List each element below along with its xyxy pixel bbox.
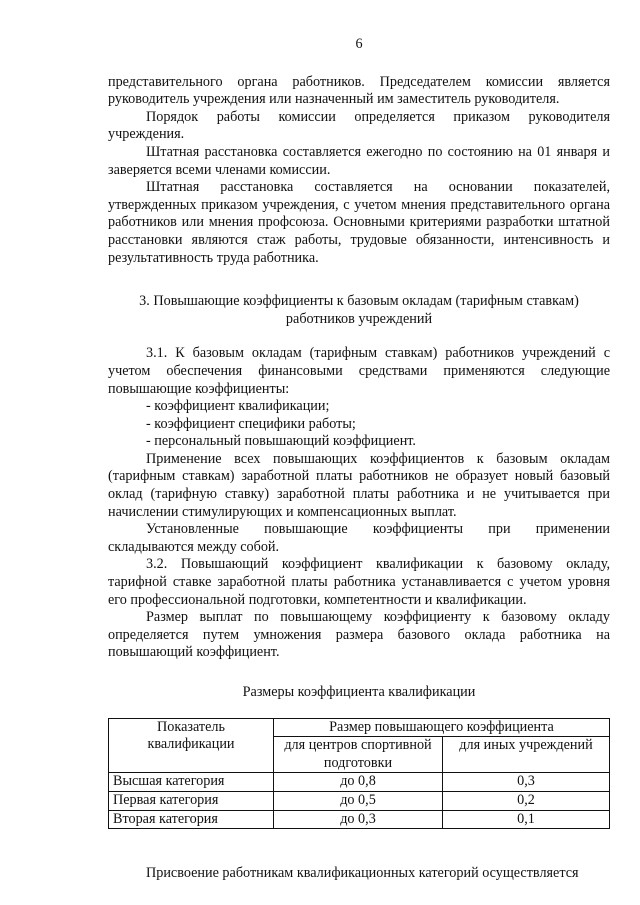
page-number: 6 [355, 36, 363, 52]
paragraph-staffing-annual: Штатная расстановка составляется ежегодно по состоянию на 01 января и заверяется всеми членами комиссии. [108, 143, 610, 178]
header-indicator: Показатель квалификации [109, 718, 274, 773]
row-sport-value: до 0,8 [274, 773, 443, 792]
header-coefficient-group: Размер повышающего коэффициента [274, 718, 610, 737]
paragraph-application: Применение всех повышающих коэффициентов к базовым окладам (тарифным ставкам) заработной платы работников не образует новый базовый оклад (тарифную ставку) заработной платы работника и не учитывается при начислении стимулирующих и компенсационных выплат. [108, 450, 610, 520]
paragraph-commission-procedure: Порядок работы комиссии определяется приказом руководителя учреждения. [108, 108, 610, 143]
paragraph-summation: Установленные повышающие коэффициенты при применении складываются между собой. [108, 521, 610, 555]
table-row [109, 810, 610, 829]
row-other-value: 0,3 [443, 773, 610, 792]
row-other-value: 0,1 [443, 810, 610, 829]
paragraph-payment-size: Размер выплат по повышающему коэффициенту к базовому окладу определяется путем умножения размера базового оклада работника на повышающий коэффициент. [108, 609, 610, 661]
paragraph-3-2: 3.2. Повышающий коэффициент квалификации к базовому окладу, тарифной ставке заработной платы работника устанавливается с учетом уровня его профессиональной подготовки, компетентности и квалификации. [108, 556, 610, 608]
table-header-row [109, 718, 610, 737]
list-item-personal: - персональный повышающий коэффициент. [146, 433, 416, 450]
section-heading [108, 293, 610, 328]
row-sport-value: до 0,5 [274, 791, 443, 810]
row-other-value: 0,2 [443, 791, 610, 810]
row-category-name: Первая категория [109, 791, 274, 810]
list-item-qualification: - коэффициент квалификации; [146, 398, 330, 415]
paragraph-3-1: 3.1. К базовым окладам (тарифным ставкам) работников учреждений с учетом обеспечения финансовыми средствами применяются следующие повышающие коэффициенты: [108, 345, 610, 397]
header-sport-centers: для центров спортивной подготовки [274, 737, 443, 773]
list-item-specifics: - коэффициент специфики работы; [146, 415, 356, 432]
section-heading-line-1: 3. Повышающие коэффициенты к базовым окладам (тарифным ставкам) [139, 293, 579, 310]
table-caption: Размеры коэффициента квалификации [242, 684, 476, 700]
paragraph-commission-chair: представительного органа работников. Председателем комиссии является руководитель учреждения или назначенный им заместитель руководителя. [108, 73, 610, 108]
qualification-coefficient-table [108, 718, 610, 830]
table-row [109, 773, 610, 792]
paragraph-category-assignment: Присвоение работникам квалификационных категорий осуществляется [146, 865, 579, 882]
row-sport-value: до 0,3 [274, 810, 443, 829]
document-page [108, 36, 610, 883]
header-other-institutions: для иных учреждений [443, 737, 610, 773]
table-row [109, 791, 610, 810]
row-category-name: Вторая категория [109, 810, 274, 829]
section-heading-line-2: работников учреждений [285, 310, 433, 327]
row-category-name: Высшая категория [109, 773, 274, 792]
paragraph-staffing-basis: Штатная расстановка составляется на основании показателей, утвержденных приказом учреждения, с учетом мнения представительного органа работников или мнения профсоюза. Основными критериями разработки штатной расстановки являются стаж работы, трудовые обязанности, интенсивность и результативность труда работника. [108, 179, 610, 266]
